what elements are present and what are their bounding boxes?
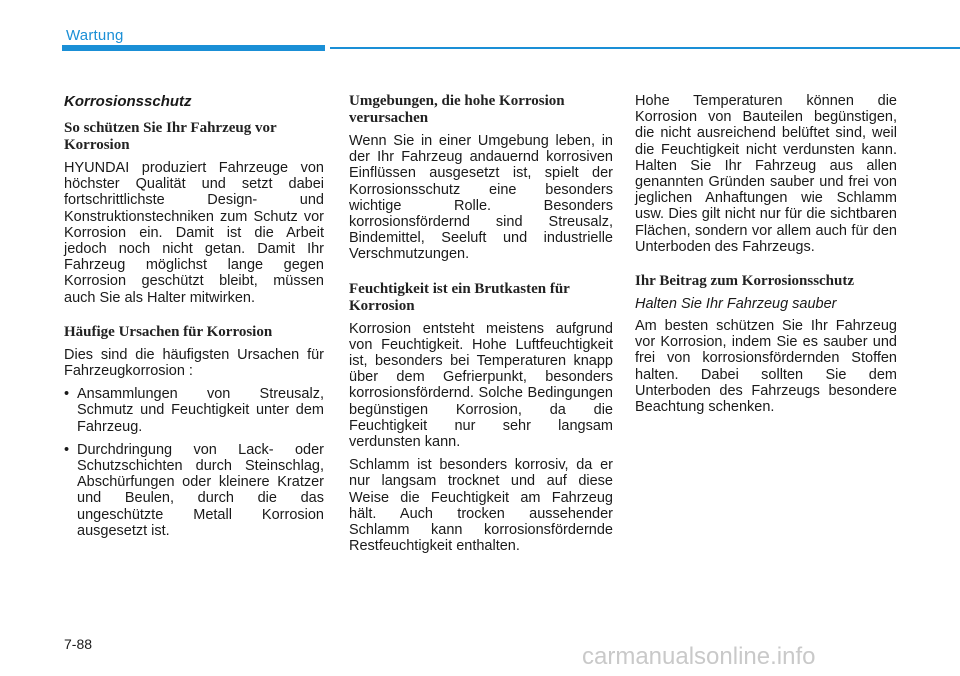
header-rule-thick [62,45,325,51]
heading-environments: Umgebungen, die hohe Korrosion verursachen [349,93,565,126]
paragraph-moisture: Korrosion entsteht meistens aufgrund von Feuchtigkeit. Hohe Luftfeuchtigkeit ist, besonders bei Temperaturen knapp über dem Gefrierpunkt, besonders korrosionsfördernd. Solche Bedingungen begünstigen Korrosion, da die Feuchtigkeit nur sehr langsam verdunsten kann. [349,320,613,451]
column-3 [635,93,897,422]
column-1 [64,93,324,546]
list-item [64,442,324,539]
subheading-keep-clean: Halten Sie Ihr Fahrzeug sauber [635,296,837,313]
section-header: Wartung [66,27,124,44]
paragraph-causes: Dies sind die häufigsten Ursachen für Fahrzeugkorrosion : [64,346,324,380]
bullet-icon: • [64,441,70,458]
heading-protect-vehicle: So schützen Sie Ihr Fahrzeug vor Korrosion [64,120,277,153]
causes-list [64,386,324,539]
heading-moisture: Feuchtigkeit ist ein Brutkasten für Korrosion [349,280,570,314]
heading-common-causes: Häufige Ursachen für Korrosion [64,323,273,340]
list-item-text: Ansammlungen von Streusalz, Schmutz und Feuchtigkeit unter dem Fahrzeug. [77,386,324,435]
paragraph-intro: HYUNDAI produziert Fahrzeuge von höchster Qualität und setzt dabei fortschrittlichste Design- und Konstruktionstechniken zum Schutz vor Korrosion ein. Damit ist die Arbeit jedoch noch nicht getan. Damit Ihr Fahrzeug möglichst lange gegen Korrosion geschützt bleibt, müssen auch Sie als Halter mitwirken. [64,160,324,306]
paragraph-temperatures: Hohe Temperaturen können die Korrosion von Bauteilen begünstigen, die nicht ausreichend belüftet sind, weil die Feuchtigkeit nicht verdunsten kann. Halten Sie Ihr Fahrzeug aus allen genannten Gründen sauber und frei von jeglichen Anhaftungen wie Schlamm usw. Dies gilt nicht nur für die sichtbaren Flächen, sondern vor allem auch für den Unterboden des Fahrzeugs. [635,93,897,255]
bullet-icon: • [64,386,70,403]
heading-your-contribution: Ihr Beitrag zum Korrosionsschutz [635,273,855,290]
header-rule-thin [330,47,960,49]
column-2 [349,93,613,561]
list-item-text: Durchdringung von Lack- oder Schutzschichten durch Steinschlag, Abschürfungen oder kleinere Kratzer und Beulen, durch die das ungeschützte Metall Korrosion ausgesetzt ist. [77,441,324,539]
watermark: carmanualsonline.info [582,643,816,670]
paragraph-keep-clean: Am besten schützen Sie Ihr Fahrzeug vor Korrosion, indem Sie es sauber und frei von korrosionsfördernden Stoffen halten. Dabei sollten Sie dem Unterboden des Fahrzeugs besondere Beachtung schenken. [635,318,897,416]
section-title: Korrosionsschutz [64,93,192,110]
page-number: 7-88 [64,636,93,652]
paragraph-environments: Wenn Sie in einer Umgebung leben, in der Ihr Fahrzeug andauernd korrosiven Einflüssen ausgesetzt ist, spielt der Korrosionsschutz eine besonders wichtige Rolle. Besonders korrosionsfördernd sind Streusalz, Bindemittel, Seeluft und industrielle Verschmutzungen. [349,133,613,263]
paragraph-mud: Schlamm ist besonders korrosiv, da er nur langsam trocknet und auf diese Weise die Feuchtigkeit am Fahrzeug hält. Auch trocken aussehender Schlamm kann korrosionsfördernde Restfeuchtigkeit enthalten. [349,457,613,555]
list-item [64,386,324,435]
